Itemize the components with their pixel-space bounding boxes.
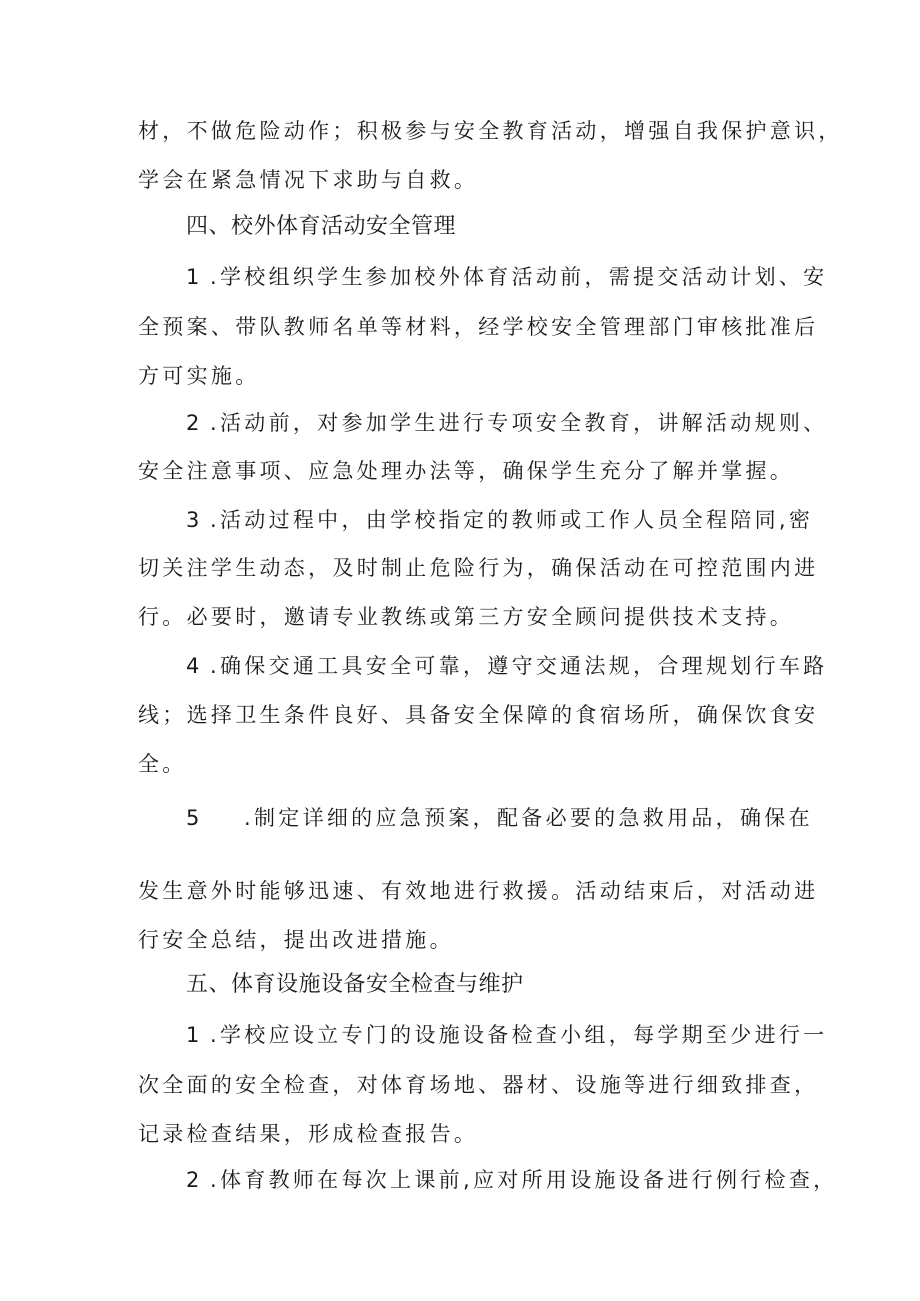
item-number: 2 xyxy=(186,1168,200,1192)
section-heading: 五、体育设施设备安全检查与维护 xyxy=(186,972,524,997)
list-item-first-line xyxy=(186,262,827,292)
item-text: .体育教师在每次上课前,应对所用设施设备进行例行检查， xyxy=(210,1168,838,1192)
paragraph-line: 次全面的安全检查，对体育场地、器材、设施等进行细致排查， xyxy=(138,1073,819,1097)
paragraph-line: 行。必要时，邀请专业教练或第三方安全顾问提供技术支持。 xyxy=(138,605,795,629)
item-number: 2 xyxy=(186,411,200,435)
section-heading: 四、校外体育活动安全管理 xyxy=(186,214,457,239)
list-item-first-line xyxy=(186,1165,837,1195)
item-number: 1 xyxy=(186,1023,200,1047)
list-item-first-line xyxy=(186,408,827,438)
item-text: .学校应设立专门的设施设备检查小组，每学期至少进行一 xyxy=(210,1023,828,1047)
paragraph-line: 记录检查结果，形成检查报告。 xyxy=(138,1122,479,1146)
list-item-first-line xyxy=(186,651,827,681)
paragraph-line: 行安全总结，提出改进措施。 xyxy=(138,928,454,952)
item-number: 4 xyxy=(186,654,200,678)
item-text: .活动前，对参加学生进行专项安全教育，讲解活动规则、 xyxy=(210,411,828,435)
paragraph-line: 发生意外时能够迅速、有效地进行救援。活动结束后，对活动进 xyxy=(138,879,819,903)
item-text: .学校组织学生参加校外体育活动前，需提交活动计划、安 xyxy=(210,265,828,289)
paragraph-line: 全。 xyxy=(138,752,187,776)
list-item-first-line xyxy=(186,1020,827,1050)
item-number: 5 xyxy=(186,806,200,830)
paragraph-line: 安全注意事项、应急处理办法等，确保学生充分了解并掌握。 xyxy=(138,459,795,483)
item-text: .活动过程中，由学校指定的教师或工作人员全程陪同,密 xyxy=(210,508,814,532)
list-item-first-line xyxy=(186,505,813,535)
item-text: .制定详细的应急预案，配备必要的急救用品，确保在 xyxy=(244,806,813,830)
item-number: 3 xyxy=(186,508,200,532)
paragraph-line: 方可实施。 xyxy=(138,364,260,388)
paragraph-line: 学会在紧急情况下求助与自救。 xyxy=(138,168,479,192)
list-item-first-line xyxy=(186,803,813,833)
item-number: 1 xyxy=(186,265,200,289)
item-text: .确保交通工具安全可靠，遵守交通法规，合理规划行车路 xyxy=(210,654,828,678)
paragraph-line: 材，不做危险动作；积极参与安全教育活动，增强自我保护意识， xyxy=(138,119,843,143)
paragraph-line: 全预案、带队教师名单等材料，经学校安全管理部门审核批准后 xyxy=(138,315,819,339)
paragraph-line: 切关注学生动态，及时制止危险行为，确保活动在可控范围内进 xyxy=(138,556,819,580)
paragraph-line: 线；选择卫生条件良好、具备安全保障的食宿场所，确保饮食安 xyxy=(138,703,819,727)
